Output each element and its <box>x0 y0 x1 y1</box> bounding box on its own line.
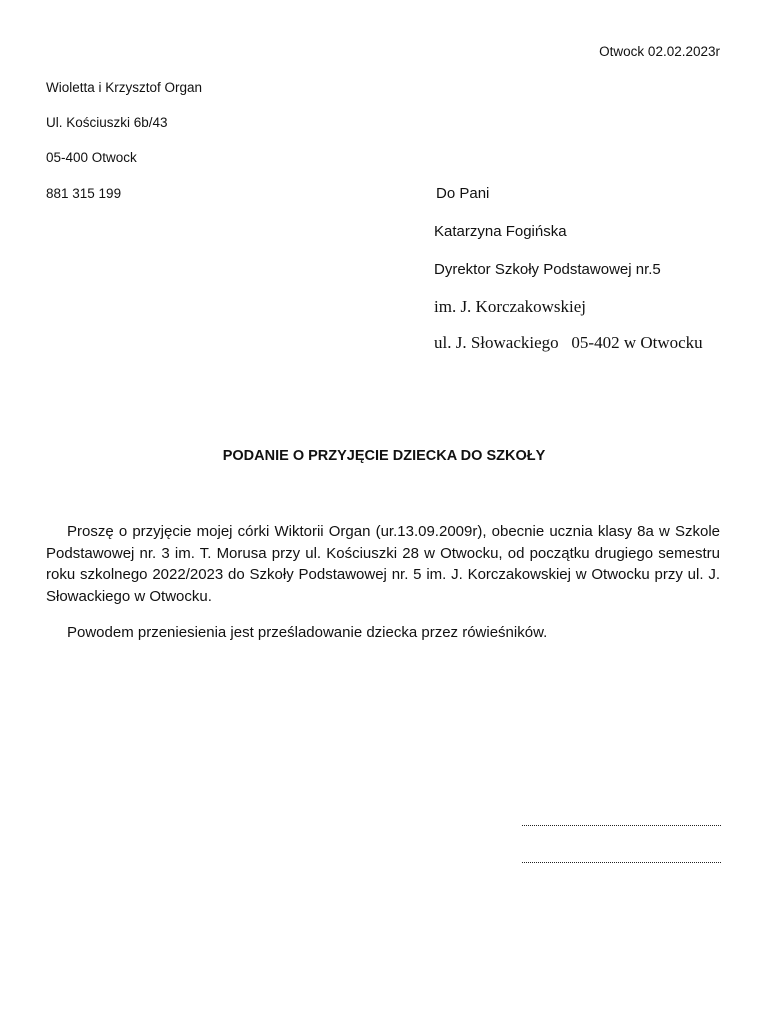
sender-name: Wioletta i Krzysztof Organ <box>46 80 203 95</box>
body-paragraph-request: Proszę o przyjęcie mojej córki Wiktorii Organ (ur.13.09.2009r), obecnie ucznia klasy 8a w Szkole Podstawowej nr. 3 im. T. Morusa przy ul. Kościuszki 28 w Otwocku, od początku drugiego semestru roku szkolnego 2022/2023 do Szkoły Podstawowej nr. 5 im. J. Korczakowskiej w Otwocku przy ul. J. Słowackiego w Otwocku. <box>46 523 720 605</box>
signature-line <box>522 862 721 863</box>
document-title: PODANIE O PRZYJĘCIE DZIECKA DO SZKOŁY <box>222 448 546 464</box>
sender-postal-city: 05-400 Otwock <box>46 150 137 165</box>
place-date: Otwock 02.02.2023r <box>599 44 720 59</box>
recipient-name: Katarzyna Fogińska <box>434 223 567 240</box>
sender-street: Ul. Kościuszki 6b/43 <box>46 115 168 130</box>
recipient-salutation: Do Pani <box>436 185 490 202</box>
recipient-address: ul. J. Słowackiego 05-402 w Otwocku <box>434 333 703 352</box>
recipient-patron: im. J. Korczakowskiej <box>434 297 587 316</box>
body-paragraph-reason: Powodem przeniesienia jest prześladowanie dziecka przez rówieśników. <box>67 624 548 641</box>
recipient-title: Dyrektor Szkoły Podstawowej nr.5 <box>434 261 661 278</box>
sender-phone: 881 315 199 <box>46 186 122 201</box>
signature-line <box>522 825 721 826</box>
